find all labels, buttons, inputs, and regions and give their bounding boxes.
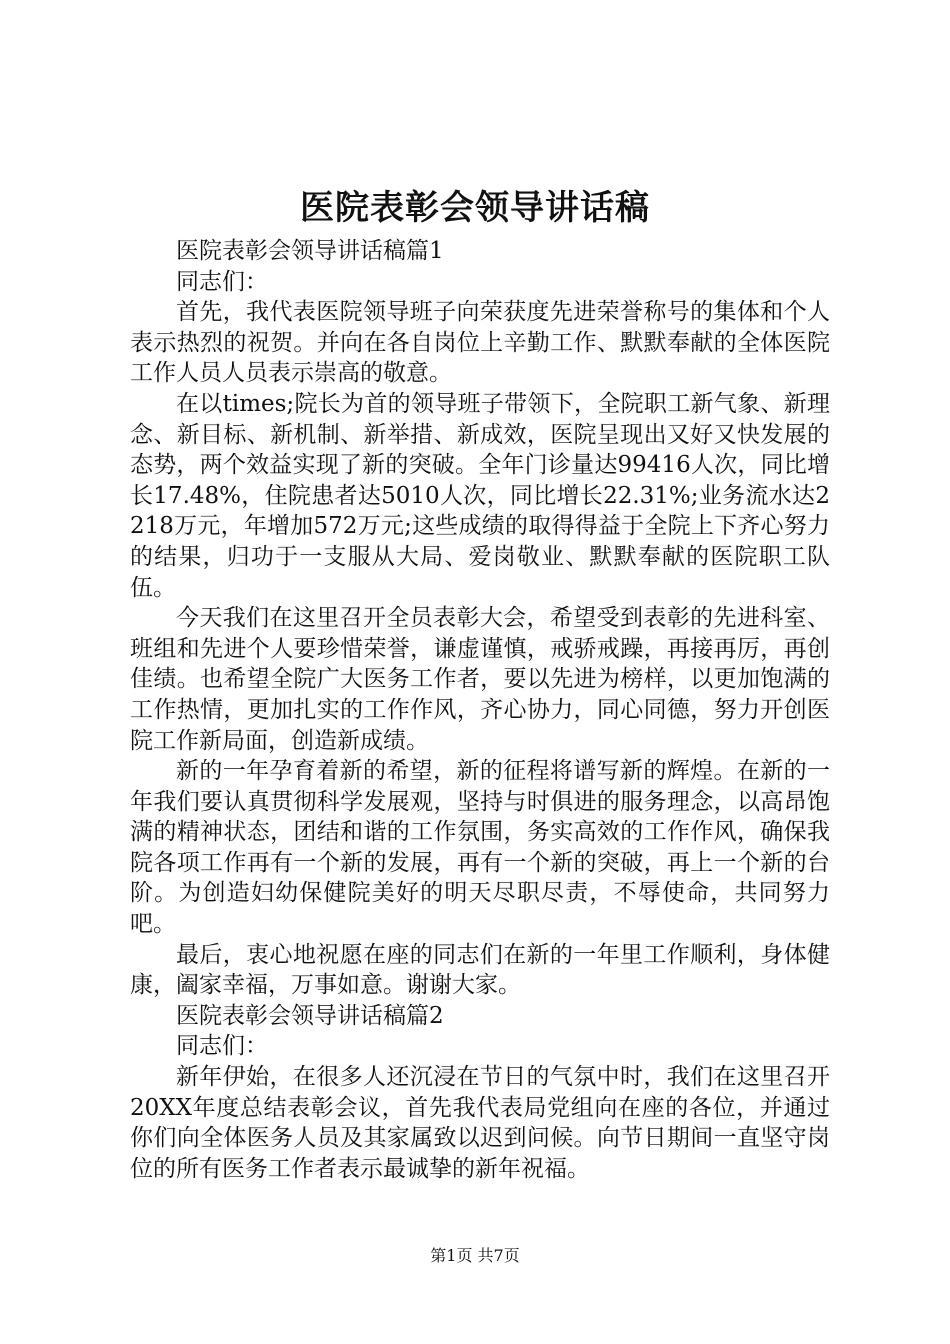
paragraph: 首先，我代表医院领导班子向荣获度先进荣誉称号的集体和个人表示热烈的祝贺。并向在各自岗位上辛勤工作、默默奉献的全体医院工作人员人员表示崇高的敬意。 (130, 299, 830, 387)
page-footer: 第1页 共7页 (430, 1246, 520, 1265)
document-title: 医院表彰会领导讲话稿 (300, 188, 650, 228)
paragraph: 在以times;院长为首的领导班子带领下，全院职工新气象、新理念、新目标、新机制、新举措、新成效，医院呈现出又好又快发展的态势，两个效益实现了新的突破。全年门诊量达99416人次，同比增长17.48%，住院患者达5010人次，同比增长22.31%;业务流水达2218万元，年增加572万元;这些成绩的取得得益于全院上下齐心努力的结果，归功于一支服从大局、爱岗敬业、默默奉献的医院职工队伍。 (130, 390, 830, 601)
document-body (130, 236, 830, 1184)
paragraph: 今天我们在这里召开全员表彰大会，希望受到表彰的先进科室、班组和先进个人要珍惜荣誉，谦虚谨慎，戒骄戒躁，再接再厉，再创佳绩。也希望全院广大医务工作者，要以先进为榜样，以更加饱满的工作热情，更加扎实的工作作风，齐心协力，同心同德，努力开创医院工作新局面，创造新成绩。 (130, 605, 830, 754)
paragraph: 新年伊始，在很多人还沉浸在节日的气氛中时，我们在这里召开20XX年度总结表彰会议，首先我代表局党组向在座的各位，并通过你们向全体医务人员及其家属致以迟到问候。向节日期间一直坚守岗位的所有医务工作者表示最诚挚的新年祝福。 (130, 1064, 830, 1182)
section-heading-2: 医院表彰会领导讲话稿篇2 (176, 1002, 444, 1029)
paragraph: 最后，衷心地祝愿在座的同志们在新的一年里工作顺利，身体健康，阖家幸福，万事如意。谢谢大家。 (130, 941, 830, 999)
paragraph: 新的一年孕育着新的希望，新的征程将谱写新的辉煌。在新的一年我们要认真贯彻科学发展观，坚持与时俱进的服务理念，以高昂饱满的精神状态，团结和谐的工作氛围，务实高效的工作作风，确保我院各项工作再有一个新的发展，再有一个新的突破，再上一个新的台阶。为创造妇幼保健院美好的明天尽职尽责，不辱使命，共同努力吧。 (130, 758, 830, 938)
salutation-1: 同志们： (176, 268, 268, 295)
salutation-2: 同志们： (176, 1033, 268, 1060)
section-heading-1: 医院表彰会领导讲话稿篇1 (176, 238, 444, 264)
